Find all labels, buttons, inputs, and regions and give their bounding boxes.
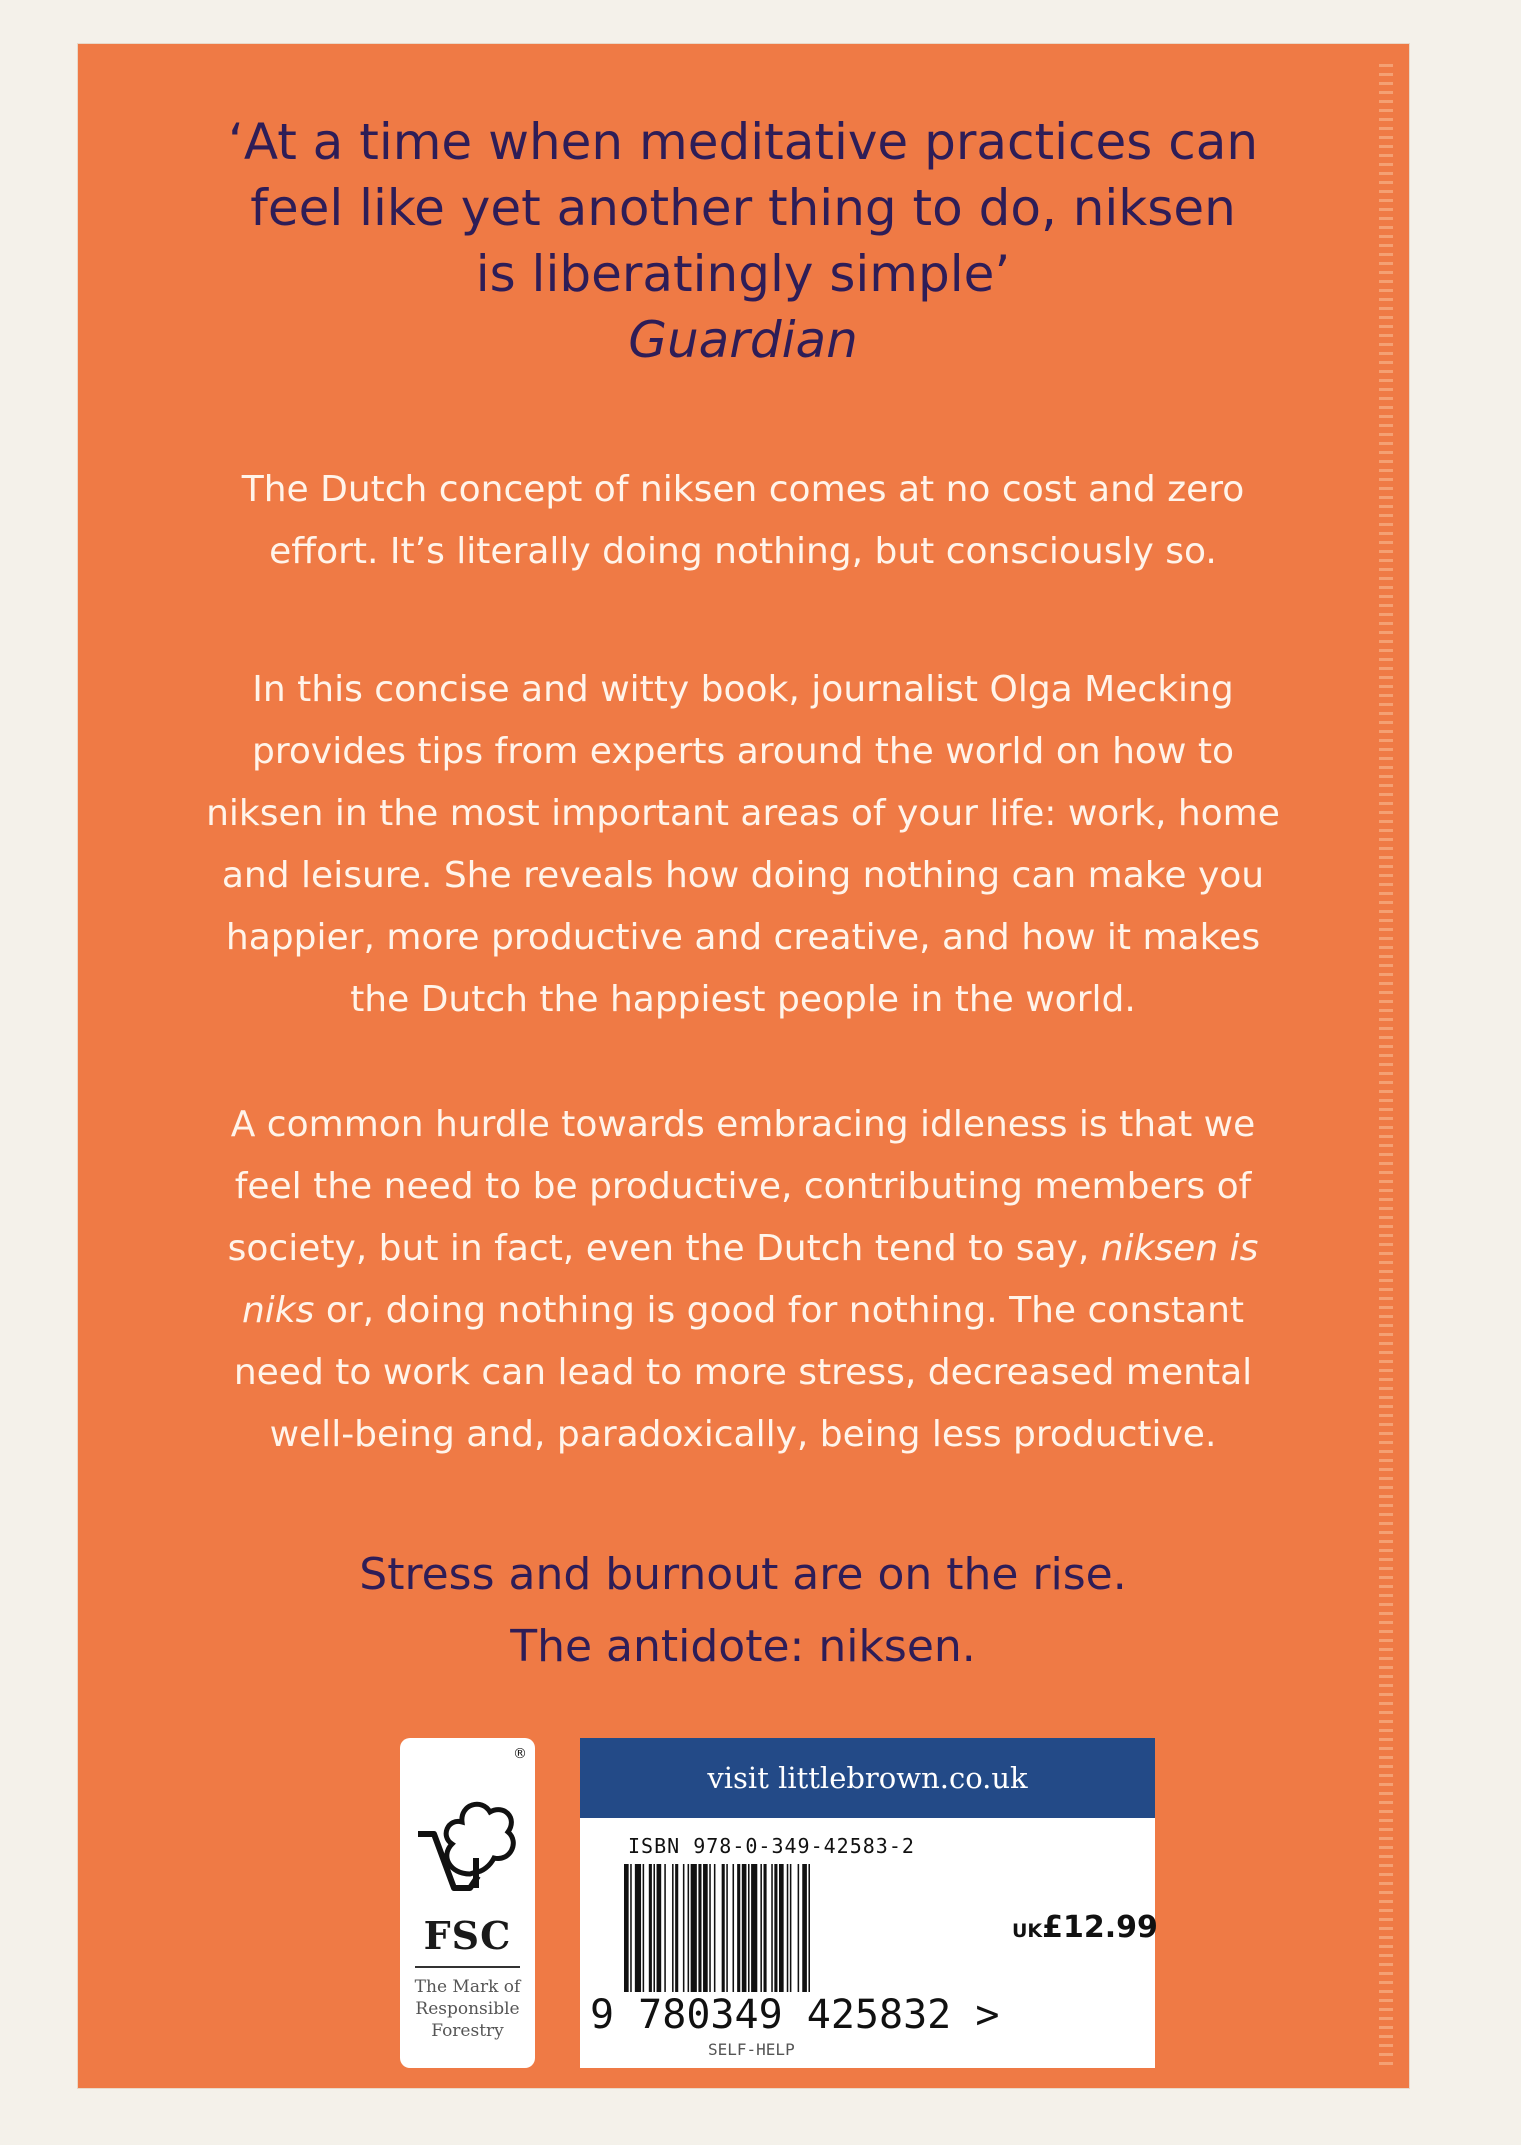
barcode-number: 9 780349 425832 > [590,1992,1000,2038]
barcode-label [580,1738,1158,2068]
barcode-bar [675,1864,678,1992]
barcode-bar [742,1864,747,1992]
price-value: £12.99 [1042,1910,1158,1945]
review-quote [198,109,1288,373]
barcode-bar [653,1864,655,1992]
blurb-italic-phrase: niksen is niks [241,1228,1259,1331]
barcode-bar [726,1864,728,1992]
registered-mark: ® [513,1746,527,1762]
barcode-bar [760,1864,762,1992]
barcode-bar [748,1864,750,1992]
barcode-bars [624,1864,994,1992]
quote-line: feel like yet another thing to do, niksen [250,179,1236,237]
blurb-paragraph-2: In this concise and witty book, journalist Olga Mecking provides tips from experts around the world on how to niksen in the most important areas of your life: work, home and leisure. She reveals how doing nothing can make you happier, more productive and creative, and how it makes the Dutch the happiest people in the world. [206,669,1280,1020]
barcode-bar [779,1864,784,1992]
barcode-bar [808,1864,810,1992]
barcode-bar [733,1864,735,1992]
barcode-bar [771,1864,773,1992]
tagline-line-2: The antidote: niksen. [510,1621,976,1672]
barcode-bar [802,1864,807,1992]
barcode-bar [703,1864,708,1992]
barcode-bar [691,1864,697,1992]
barcode-bar [664,1864,666,1992]
barcode-bar [722,1864,725,1992]
fsc-tagline: The Mark of Responsible Forestry [414,1977,521,2041]
fsc-divider [415,1966,520,1968]
fsc-text: FSC [423,1913,512,1958]
barcode-bar [774,1864,777,1992]
barcode-bar [714,1864,716,1992]
isbn-text: ISBN 978-0-349-42583-2 [628,1834,915,1858]
blurb-text: A common hurdle towards embracing idleness is that we feel the need to be productive, contributing members of society, but in fact, even the Dutch tend to say, [227,1104,1256,1269]
barcode-bar [672,1864,674,1992]
barcode-bar [798,1864,800,1992]
price-prefix: UK [1012,1920,1043,1942]
barcode-bar [751,1864,757,1992]
barcode-bar [630,1864,632,1992]
blurb-paragraph-1: The Dutch concept of niksen comes at no cost and zero effort. It’s literally doing nothing, but consciously so. [241,469,1245,572]
barcode-bar [698,1864,701,1992]
quote-line: is liberatingly simple’ [475,245,1011,303]
barcode-bar [709,1864,711,1992]
quote-line: ‘At a time when meditative practices can [227,113,1259,171]
barcode-bar [683,1864,685,1992]
barcode-bar [635,1864,641,1992]
barcode-bar [764,1864,767,1992]
barcode-bar [624,1864,629,1992]
barcode-bar [649,1864,652,1992]
barcode-bar [737,1864,740,1992]
blurb-text: or, doing nothing is good for nothing. The constant need to work can lead to more stress, decreased mental well-being and, paradoxically, being less productive. [233,1290,1253,1455]
barcode-bar [787,1864,789,1992]
tagline [198,1539,1288,1683]
barcode-bar [657,1864,662,1992]
tagline-line-1: Stress and burnout are on the rise. [359,1549,1127,1600]
fsc-tree-check-icon [410,1756,525,1906]
quote-source: Guardian [628,311,858,369]
price [1012,1910,1158,1945]
barcode-bar [643,1864,645,1992]
barcode-bar [688,1864,690,1992]
barcode-bar [790,1864,792,1992]
back-cover [78,44,1409,2088]
publisher-website: visit littlebrown.co.uk [580,1738,1155,1818]
book-category: SELF-HELP [708,2040,795,2059]
blurb-paragraph-3 [198,1094,1288,1466]
fsc-logo [400,1738,535,2068]
